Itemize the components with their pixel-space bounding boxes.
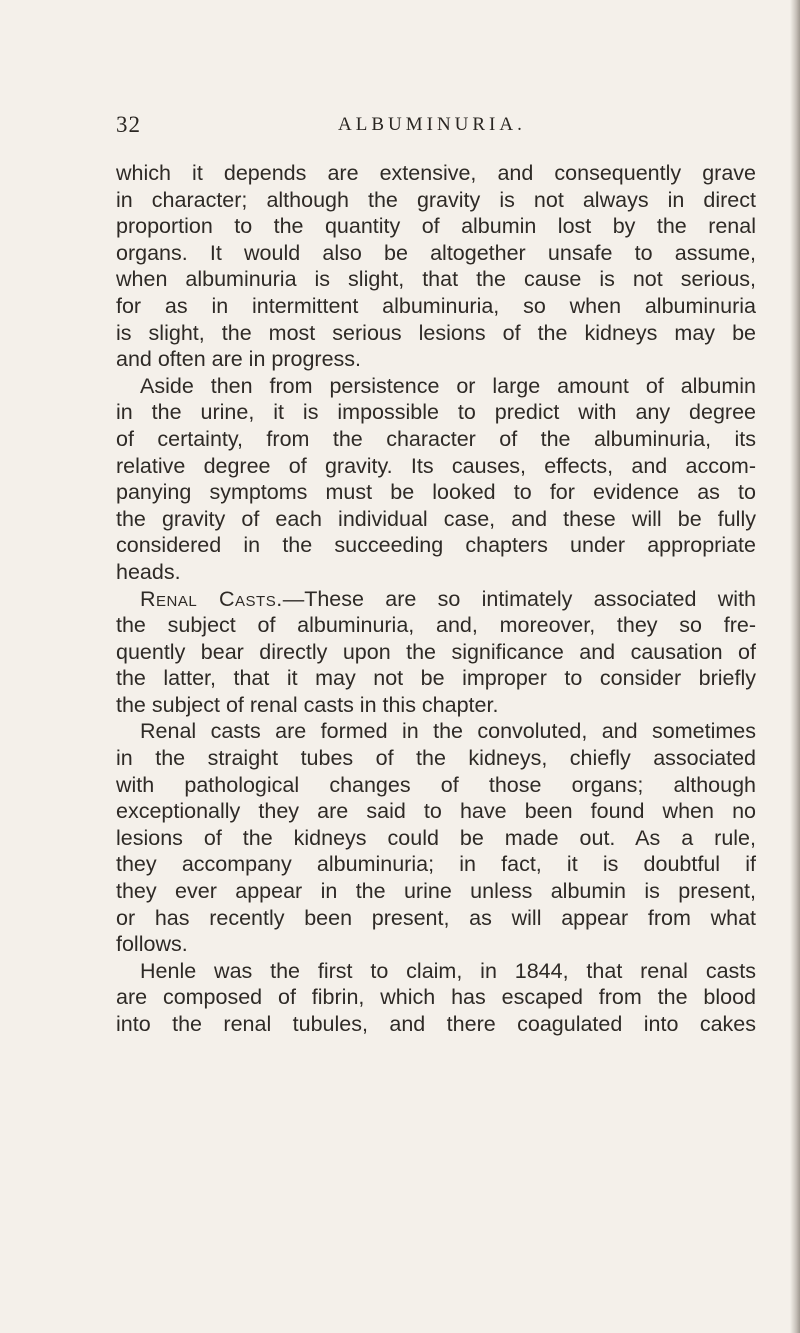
text-line: organs. It would also be altogether unsafe to assume, (116, 240, 756, 265)
text-line: Aside then from persistence or large amount of albumin (140, 373, 756, 398)
text-line: exceptionally they are said to have been found when no (116, 799, 756, 824)
text-line: the subject of renal casts in this chapter. (116, 692, 499, 717)
page-edge-shadow (790, 0, 800, 1333)
text-line: they ever appear in the urine unless albumin is present, (116, 879, 756, 904)
text-line: in the straight tubes of the kidneys, chiefly associated (116, 746, 756, 771)
text-line: considered in the succeeding chapters under appropriate (116, 533, 756, 558)
body-text (116, 160, 756, 1038)
text-line: are composed of fibrin, which has escaped from the blood (116, 985, 756, 1010)
text-line: in the urine, it is impossible to predict with any degree (116, 400, 756, 425)
text-line: into the renal tubules, and there coagulated into cakes (116, 1012, 756, 1036)
text-line: for as in intermittent albuminuria, so when albuminuria (116, 293, 756, 318)
text-line: follows. (116, 932, 188, 957)
text-line: which it depends are extensive, and consequently grave (116, 161, 756, 185)
text-line: heads. (116, 559, 181, 584)
text-line: Renal casts are formed in the convoluted, and sometimes (140, 719, 756, 744)
text-line: when albuminuria is slight, that the cause is not serious, (116, 267, 756, 292)
text-line: the latter, that it may not be improper to consider briefly (116, 666, 756, 691)
text-line-section-start (116, 586, 756, 613)
text-line: quently bear directly upon the significance and causation of (116, 639, 756, 664)
text-line: panying symptoms must be looked to for evidence as to (116, 480, 756, 505)
text-line: the subject of albuminuria, and, moreover, they so fre- (116, 613, 756, 638)
running-head: ALBUMINURIA. (338, 114, 526, 135)
page-number: 32 (116, 112, 141, 137)
text-line: relative degree of gravity. Its causes, effects, and accom- (116, 453, 756, 478)
section-text: —These are so intimately associated with (282, 586, 756, 611)
text-line: lesions of the kidneys could be made out. As a rule, (116, 825, 756, 850)
text-line: in character; although the gravity is not always in direct (116, 187, 756, 212)
text-line: the gravity of each individual case, and these will be fully (116, 506, 756, 531)
text-line: with pathological changes of those organs; although (116, 772, 756, 797)
page-header (116, 112, 756, 142)
text-line: of certainty, from the character of the albuminuria, its (116, 426, 756, 451)
text-line: is slight, the most serious lesions of the kidneys may be (116, 320, 756, 345)
text-line: they accompany albuminuria; in fact, it is doubtful if (116, 852, 756, 877)
text-line: or has recently been present, as will appear from what (116, 905, 756, 930)
text-line: Henle was the first to claim, in 1844, that renal casts (140, 958, 756, 983)
text-line: proportion to the quantity of albumin lost by the renal (116, 214, 756, 239)
section-heading-renal-casts: Renal Casts. (140, 586, 283, 611)
text-line: and often are in progress. (116, 347, 362, 372)
